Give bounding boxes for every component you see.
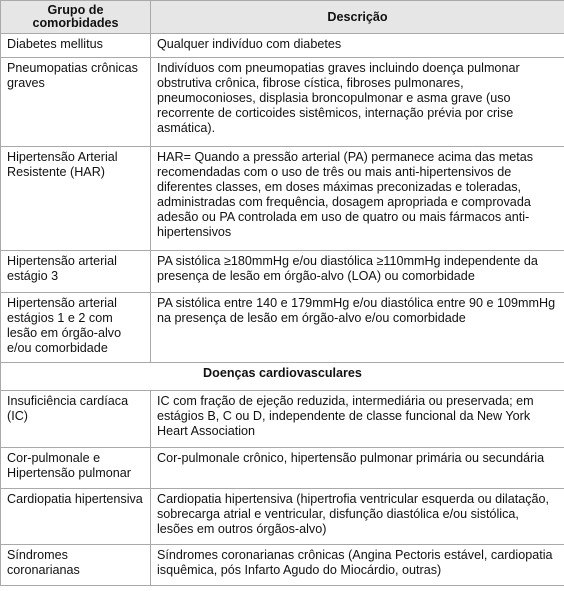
group-cell: Síndromes coronarianas <box>1 545 151 586</box>
group-cell: Insuficiência cardíaca (IC) <box>1 391 151 448</box>
description-cell: Indivíduos com pneumopatias graves incluindo doença pulmonar obstrutiva crônica, fibrose cística, fibroses pulmonares, pneumoconioses, displasia broncopulmonar e asma grave (uso recorrente de corticoides sistêmicos, internação prévia por crise asmática). <box>151 58 564 147</box>
section-title: Doenças cardiovasculares <box>1 363 564 391</box>
group-cell: Hipertensão arterial estágios 1 e 2 com lesão em órgão-alvo e/ou comorbidade <box>1 293 151 363</box>
table-row <box>1 489 564 545</box>
description-cell: PA sistólica entre 140 e 179mmHg e/ou diastólica entre 90 e 109mmHg na presença de lesão em órgão-alvo e/ou comorbidade <box>151 293 564 363</box>
group-cell: Cardiopatia hipertensiva <box>1 489 151 545</box>
table-row <box>1 34 564 58</box>
table-row <box>1 448 564 489</box>
header-row <box>1 1 564 34</box>
table-row <box>1 391 564 448</box>
group-cell: Hipertensão arterial estágio 3 <box>1 251 151 293</box>
section-row <box>1 363 564 391</box>
table-row <box>1 251 564 293</box>
description-cell: Qualquer indivíduo com diabetes <box>151 34 564 58</box>
header-description: Descrição <box>151 1 564 34</box>
group-cell: Pneumopatias crônicas graves <box>1 58 151 147</box>
description-cell: Síndromes coronarianas crônicas (Angina Pectoris estável, cardiopatia isquêmica, pós Infarto Agudo do Miocárdio, outras) <box>151 545 564 586</box>
description-cell: IC com fração de ejeção reduzida, intermediária ou preservada; em estágios B, C ou D, independente de classe funcional da New York Heart Association <box>151 391 564 448</box>
table-row <box>1 545 564 586</box>
header-group: Grupo de comorbidades <box>1 1 151 34</box>
group-cell: Cor-pulmonale e Hipertensão pulmonar <box>1 448 151 489</box>
group-cell: Hipertensão Arterial Resistente (HAR) <box>1 147 151 251</box>
description-cell: Cardiopatia hipertensiva (hipertrofia ventricular esquerda ou dilatação, sobrecarga atrial e ventricular, disfunção diastólica e/ou sistólica, lesões em outros órgãos-alvo) <box>151 489 564 545</box>
table-row <box>1 58 564 147</box>
description-cell: HAR= Quando a pressão arterial (PA) permanece acima das metas recomendadas com o uso de três ou mais anti-hipertensivos de diferentes classes, em doses máximas preconizadas e toleradas, administradas com frequência, dosagem apropriada e comprovada adesão ou PA controlada em uso de quatro ou mais fármacos anti-hipertensivos <box>151 147 564 251</box>
table-row <box>1 147 564 251</box>
description-cell: Cor-pulmonale crônico, hipertensão pulmonar primária ou secundária <box>151 448 564 489</box>
group-cell: Diabetes mellitus <box>1 34 151 58</box>
table-row <box>1 293 564 363</box>
description-cell: PA sistólica ≥180mmHg e/ou diastólica ≥110mmHg independente da presença de lesão em órgão-alvo (LOA) ou comorbidade <box>151 251 564 293</box>
